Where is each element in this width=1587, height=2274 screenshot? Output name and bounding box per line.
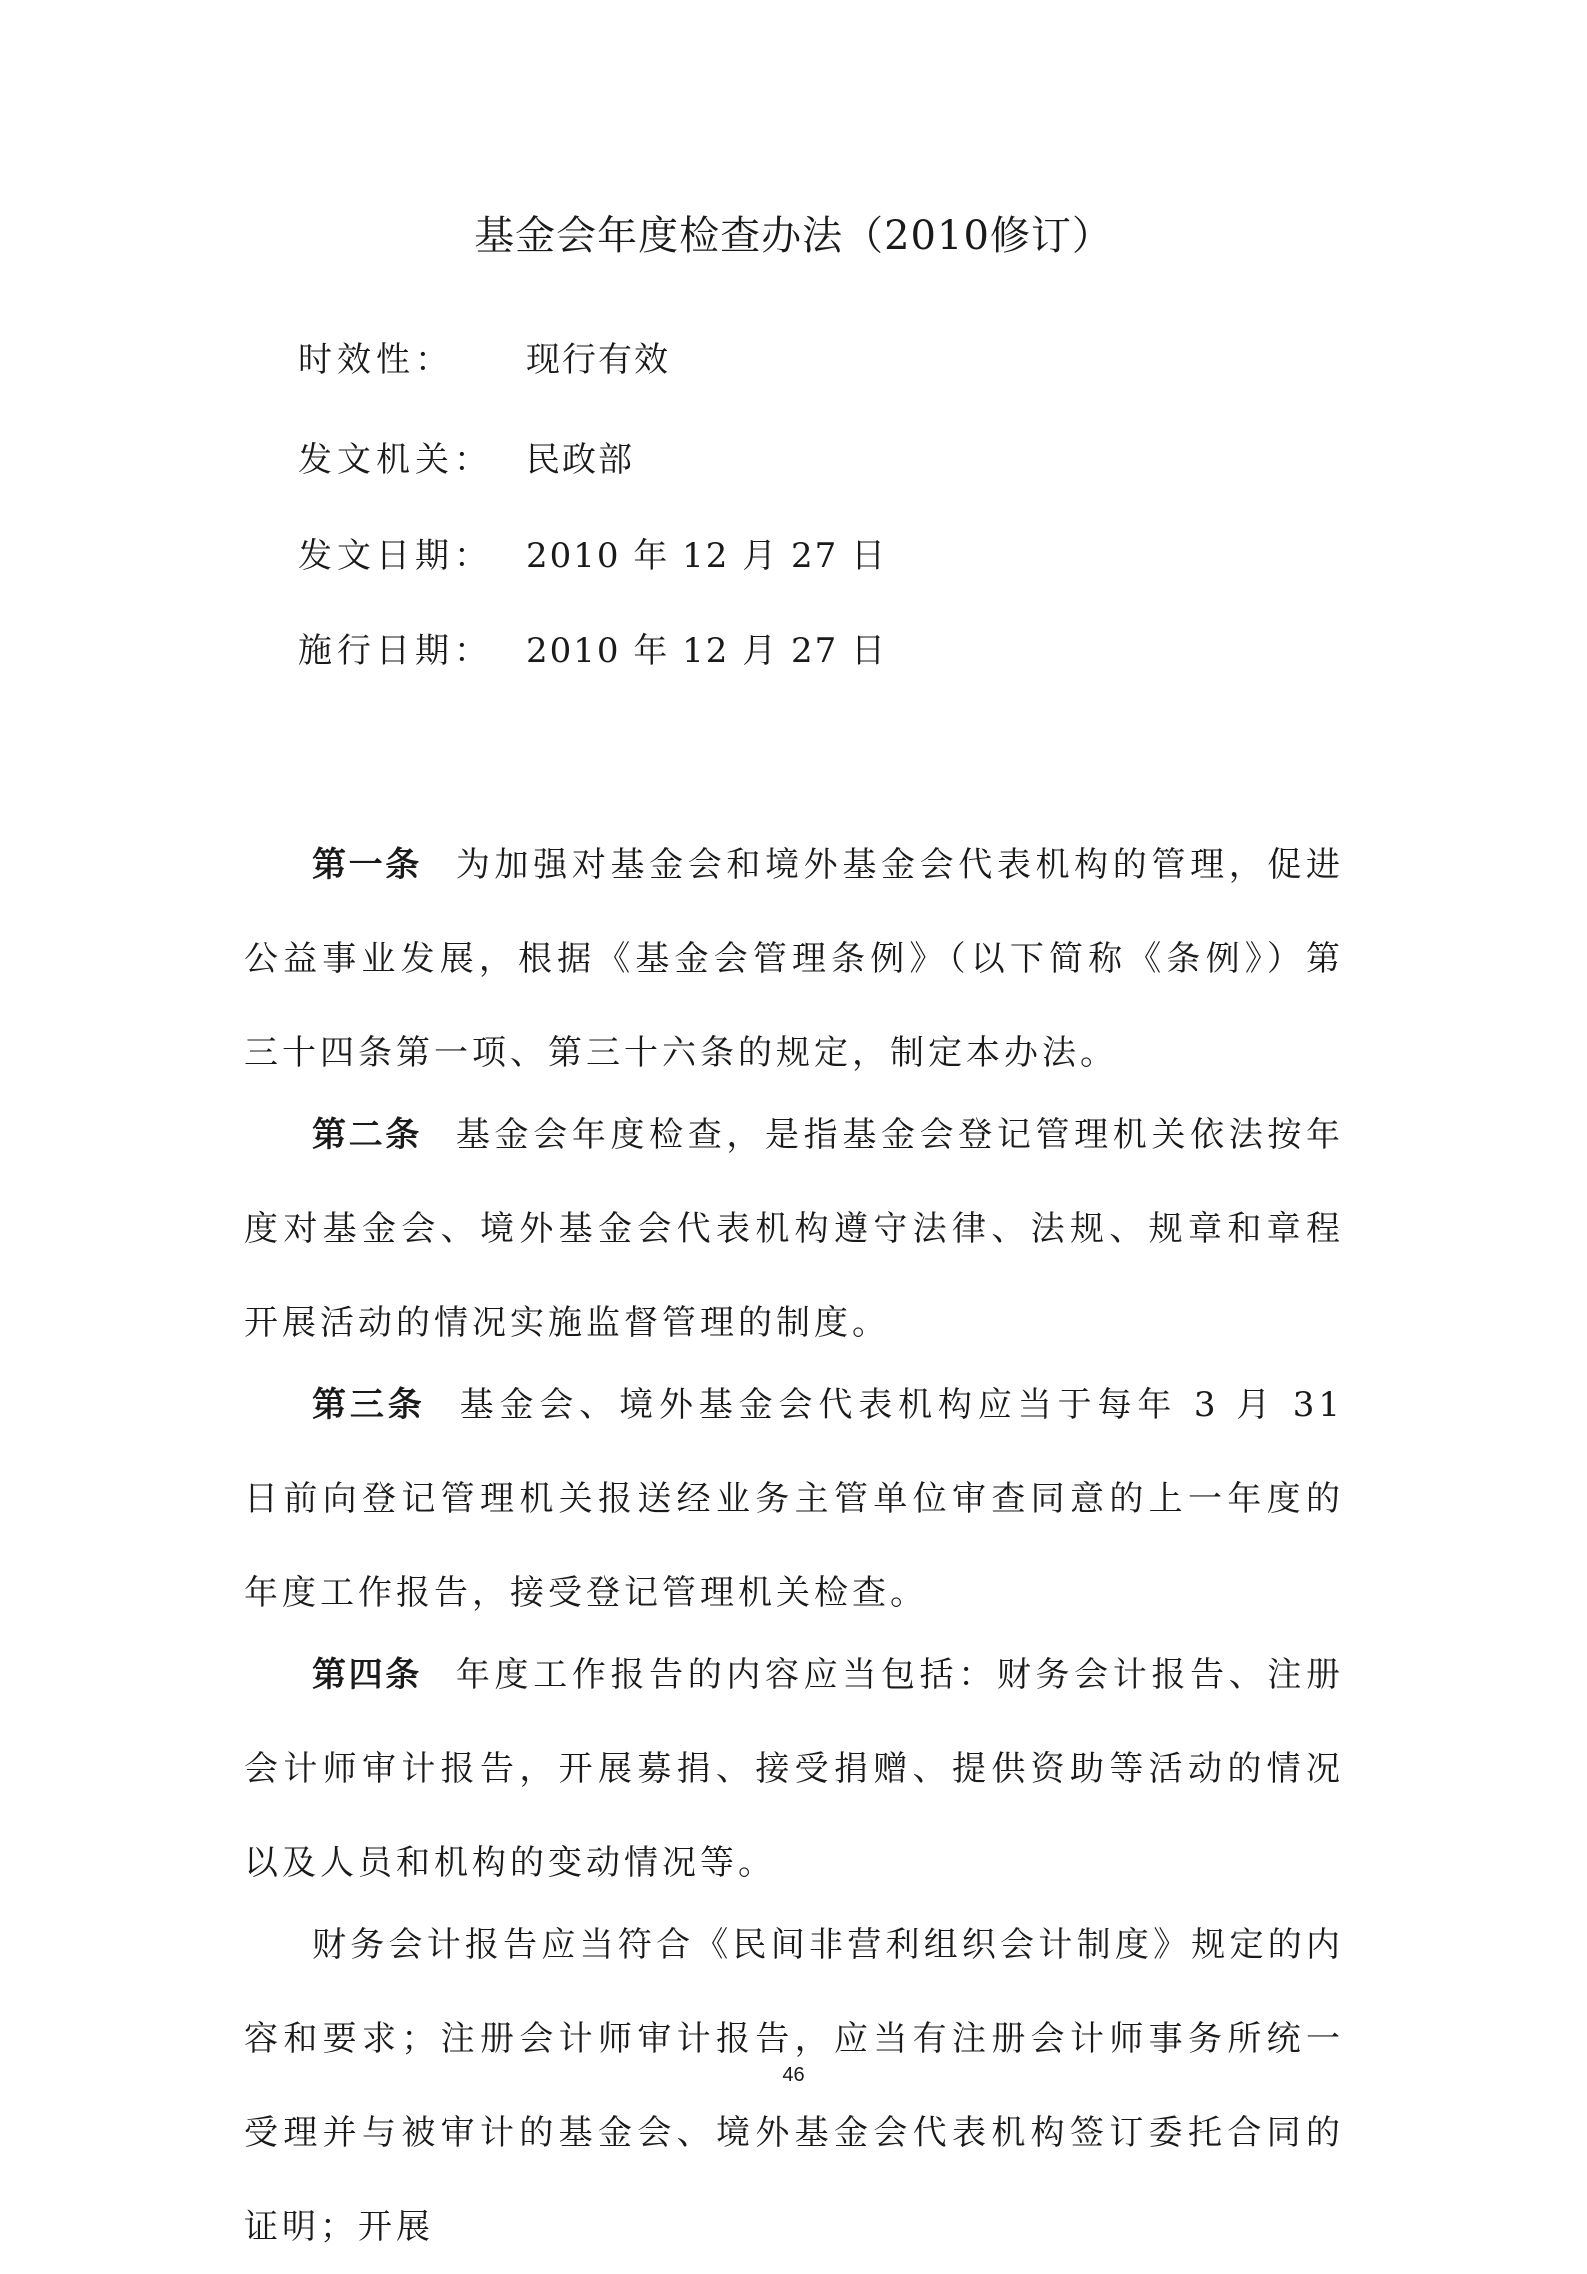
article-4-number: 第四条 — [312, 1655, 422, 1695]
article-4 — [244, 1628, 1344, 1910]
article-3 — [244, 1358, 1344, 1640]
meta-issuer-label: 发文机关： — [298, 440, 493, 480]
article-2-number: 第二条 — [312, 1115, 422, 1155]
article-4-text: 年度工作报告的内容应当包括：财务会计报告、注册会计师审计报告，开展募捐、接受捐赠、提供资助等活动的情况以及人员和机构的变动情况等。 — [244, 1655, 1345, 1883]
page-number: 46 — [782, 2064, 805, 2086]
meta-issuer-value: 民政部 — [526, 440, 634, 480]
document-title: 基金会年度检查办法（2010修订） — [474, 213, 1113, 259]
meta-issuer — [298, 436, 634, 484]
meta-effective-date-value: 2010 年 12 月 27 日 — [526, 631, 888, 671]
meta-validity — [298, 336, 670, 384]
paragraph-continued: 财务会计报告应当符合《民间非营利组织会计制度》规定的内容和要求；注册会计师审计报告，应当有注册会计师事务所统一受理并与被审计的基金会、境外基金会代表机构签订委托合同的证明；开展 — [244, 1925, 1344, 2247]
article-1-number: 第一条 — [312, 845, 422, 885]
article-1 — [244, 818, 1344, 1100]
meta-effective-date-label: 施行日期： — [298, 631, 493, 671]
article-2 — [244, 1088, 1344, 1370]
article-2-text: 基金会年度检查，是指基金会登记管理机关依法按年度对基金会、境外基金会代表机构遵守法律、法规、规章和章程开展活动的情况实施监督管理的制度。 — [244, 1115, 1345, 1343]
article-1-text: 为加强对基金会和境外基金会代表机构的管理，促进公益事业发展，根据《基金会管理条例》（以下简称《条例》）第三十四条第一项、第三十六条的规定，制定本办法。 — [244, 845, 1345, 1073]
meta-validity-value: 现行有效 — [526, 340, 670, 380]
meta-issue-date-label: 发文日期： — [298, 536, 493, 576]
meta-effective-date — [298, 627, 887, 675]
article-3-text: 基金会、境外基金会代表机构应当于每年 3 月 31 日前向登记管理机关报送经业务主管单位审查同意的上一年度的年度工作报告，接受登记管理机关检查。 — [244, 1385, 1344, 1613]
meta-issue-date — [298, 532, 887, 580]
meta-issue-date-value: 2010 年 12 月 27 日 — [526, 536, 888, 576]
article-3-number: 第三条 — [312, 1385, 426, 1425]
meta-validity-label: 时效性： — [298, 340, 454, 380]
